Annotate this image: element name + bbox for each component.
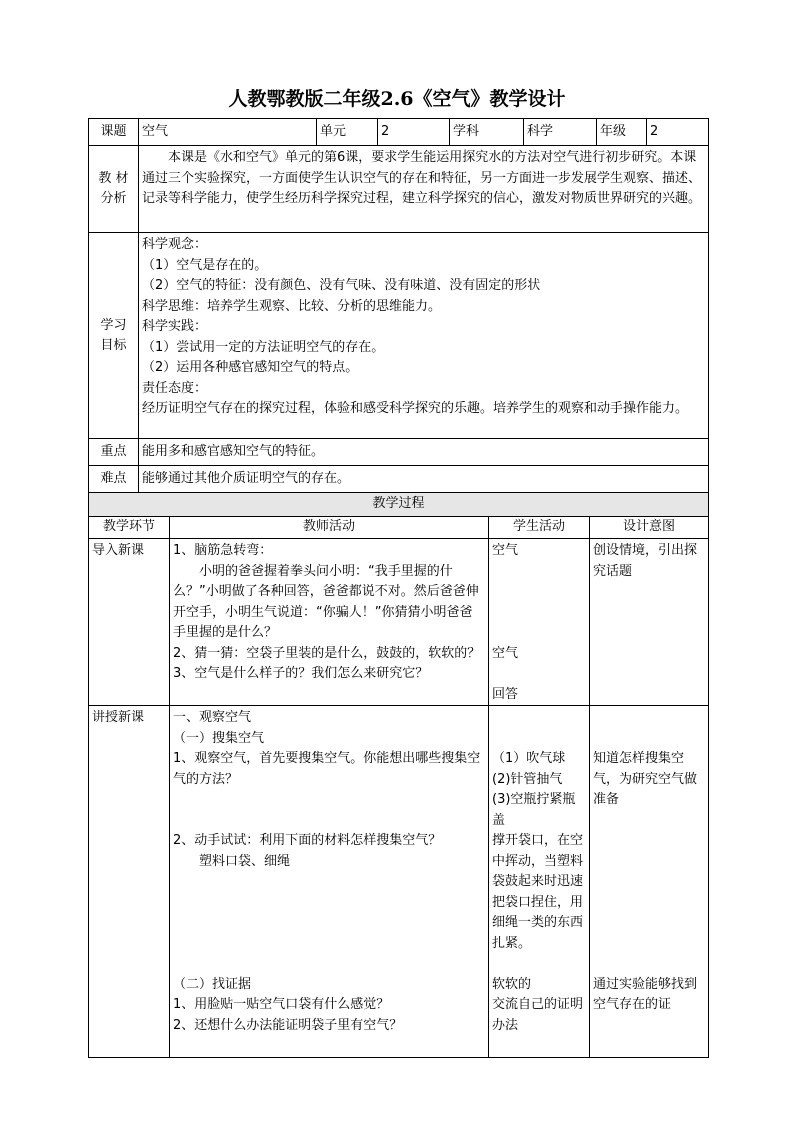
objective-line: 科学观念： bbox=[142, 237, 208, 252]
objective-line: （1）空气是存在的。 bbox=[142, 257, 268, 273]
table-row bbox=[89, 539, 709, 706]
student-line: (3)空瓶拧紧瓶盖 bbox=[492, 792, 576, 828]
header-teacher: 教师活动 bbox=[170, 517, 489, 539]
material-label-line2: 分析 bbox=[100, 191, 127, 206]
intent-text: 知道怎样搜集空气，为研究空气做准备 bbox=[593, 751, 698, 807]
student-line: (2)针管抽气 bbox=[492, 771, 563, 787]
teacher-line: 塑料口袋、细绳 bbox=[199, 853, 291, 869]
material-label-line1: 教 材 bbox=[98, 171, 129, 186]
student-line: 空气 bbox=[492, 543, 519, 558]
objective-line: 科学实践： bbox=[142, 319, 208, 334]
material-label bbox=[89, 146, 139, 233]
grade-label: 年级 bbox=[597, 119, 647, 146]
objectives-label bbox=[89, 233, 139, 439]
student-line: 空气 bbox=[492, 645, 519, 661]
objective-line: （2）运用各种感官感知空气的特点。 bbox=[142, 360, 359, 375]
objective-line: 经历证明空气存在的探究过程，体验和感受科学探究的乐趣。培养学生的观察和动手操作能力。 bbox=[142, 401, 689, 416]
teacher-line: 一、观察空气 bbox=[173, 710, 252, 725]
intent-text: 通过实验能够找到空气存在的证 bbox=[593, 976, 698, 1012]
intro-teacher bbox=[170, 539, 489, 706]
lecture-intent bbox=[590, 706, 709, 1058]
objectives-label-line1: 学习 bbox=[100, 317, 127, 333]
teacher-line: 1、观察空气，首先要搜集空气。你能想出哪些搜集空气的方法？ bbox=[173, 751, 481, 787]
teaching-process-table bbox=[88, 492, 709, 1058]
process-title: 教学过程 bbox=[89, 493, 709, 517]
unit-value: 2 bbox=[378, 119, 450, 146]
student-line: 回答 bbox=[492, 686, 519, 702]
teacher-line: 3、空气是什么样子的？我们怎么来研究它？ bbox=[173, 666, 429, 681]
teacher-line: 1、脑筋急转弯： bbox=[173, 543, 273, 558]
intro-stage: 导入新课 bbox=[89, 539, 170, 706]
subject-value: 科学 bbox=[524, 119, 597, 146]
teacher-line: 1、用脸贴一贴空气口袋有什么感觉？ bbox=[173, 997, 390, 1012]
objective-line: （2）空气的特征：没有颜色、没有气味、没有味道、没有固定的形状 bbox=[142, 278, 541, 293]
lesson-label: 课题 bbox=[89, 119, 139, 146]
material-text: 本课是《水和空气》单元的第6课，要求学生能运用探究水的方法对空气进行初步研究。本课通过三个实验探究，一方面使学生认识空气的存在和特征，另一方面进一步发展学生观察、描述、记录等科学能力，使学生经历科学探究过程，建立科学探究的信心，激发对物质世界研究的兴趣。 bbox=[142, 150, 702, 206]
objective-line: 科学思维：培养学生观察、比较、分析的思维能力。 bbox=[142, 298, 442, 314]
objectives-cell bbox=[139, 233, 709, 439]
table-row bbox=[89, 706, 709, 1058]
material-cell bbox=[139, 146, 709, 233]
teacher-line: 2、动手试试：利用下面的材料怎样搜集空气？ bbox=[173, 833, 442, 848]
header-intent: 设计意图 bbox=[590, 517, 709, 539]
difficulty-text: 能够通过其他介质证明空气的存在。 bbox=[139, 466, 709, 493]
intent-text: 创设情境，引出探究话题 bbox=[593, 543, 698, 579]
unit-label: 单元 bbox=[317, 119, 378, 146]
key-point-label: 重点 bbox=[89, 439, 139, 466]
teacher-line: 2、还想什么办法能证明袋子里有空气？ bbox=[173, 1017, 403, 1033]
header-student: 学生活动 bbox=[489, 517, 590, 539]
teacher-line: （二）找证据 bbox=[173, 976, 252, 992]
objectives-label-line2: 目标 bbox=[100, 337, 127, 353]
lecture-teacher bbox=[170, 706, 489, 1058]
lecture-student bbox=[489, 706, 590, 1058]
subject-label: 学科 bbox=[450, 119, 524, 146]
student-line: 撑开袋口，在空中挥动，当塑料袋鼓起来时迅速把袋口捏住，用细绳一类的东西扎紧。 bbox=[492, 833, 584, 951]
difficulty-label: 难点 bbox=[89, 466, 139, 493]
lesson-value: 空气 bbox=[139, 119, 317, 146]
header-stage: 教学环节 bbox=[89, 517, 170, 539]
objective-line: 责任态度： bbox=[142, 380, 208, 396]
student-line: 软软的 bbox=[492, 976, 532, 992]
teacher-line: （一）搜集空气 bbox=[173, 730, 265, 746]
grade-value: 2 bbox=[647, 119, 709, 146]
teacher-line: 小明的爸爸握着拳头问小明：“我手里握的什么？”小明做了各种回答，爸爸都说不对。然后爸爸伸开空手，小明生气说道：“你骗人！”你猜猜小明爸爸手里握的是什么？ bbox=[173, 563, 479, 640]
objective-line: （1）尝试用一定的方法证明空气的存在。 bbox=[142, 339, 385, 355]
intro-intent bbox=[590, 539, 709, 706]
intro-student bbox=[489, 539, 590, 706]
student-line: （1）吹气球 bbox=[492, 751, 566, 766]
key-point-text: 能用多和感官感知空气的特征。 bbox=[139, 439, 709, 466]
lesson-info-table bbox=[88, 118, 709, 493]
lecture-stage: 讲授新课 bbox=[89, 706, 170, 1058]
page-title: 人教鄂教版二年级2.6《空气》教学设计 bbox=[228, 88, 566, 110]
teacher-line: 2、猜一猜：空袋子里装的是什么，鼓鼓的，软软的？ bbox=[173, 645, 481, 661]
student-line: 交流自己的证明办法 bbox=[492, 997, 584, 1033]
